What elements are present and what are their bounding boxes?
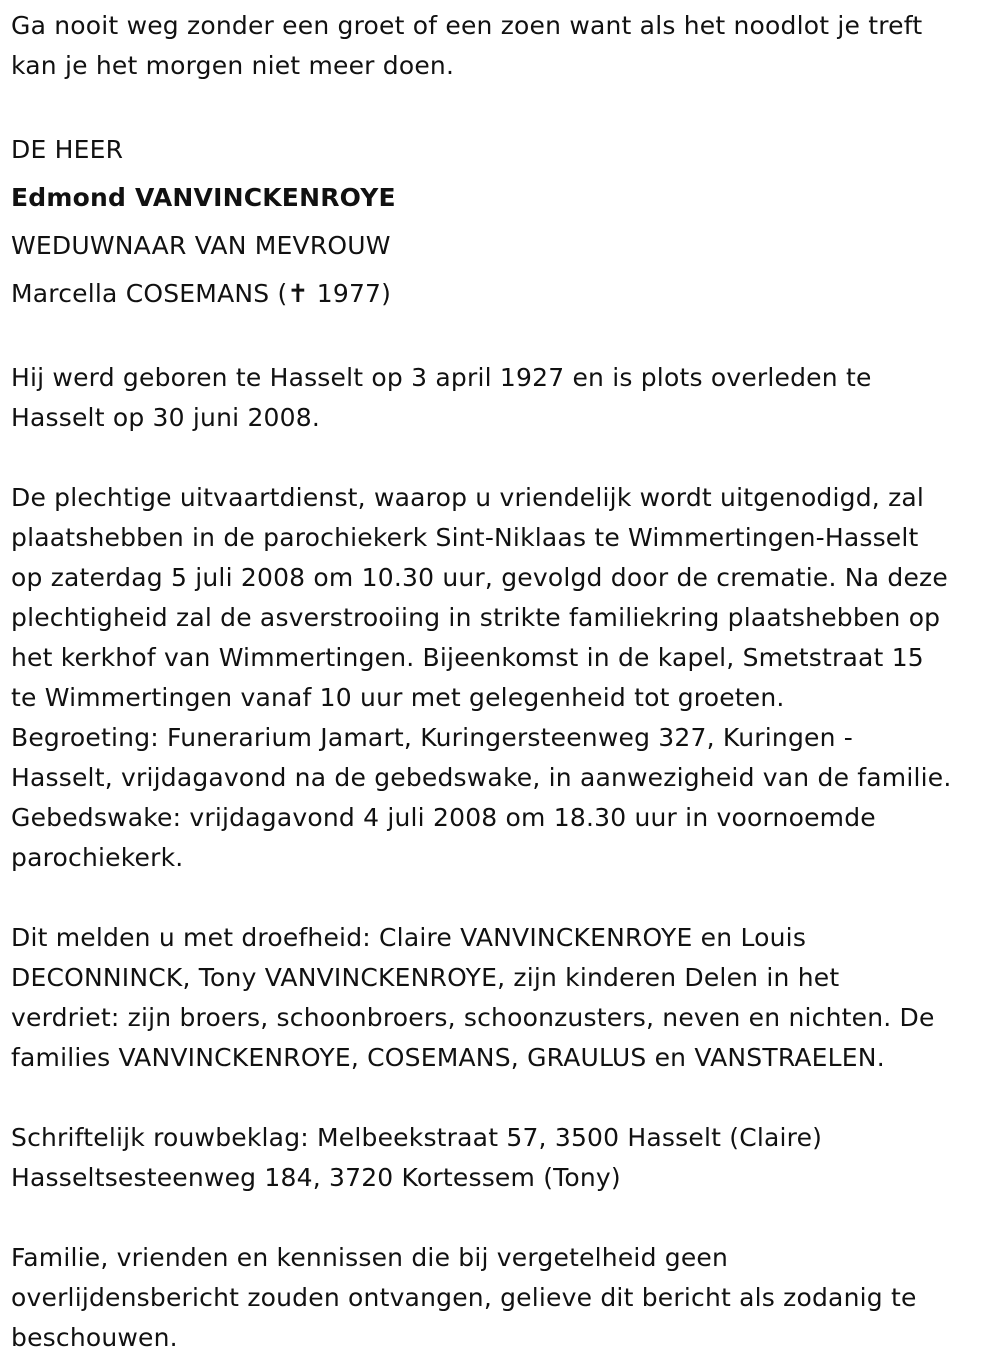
intro-paragraph — [11, 6, 991, 86]
spacer — [11, 878, 991, 918]
closing-line: Familie, vrienden en kennissen die bij vergetelheid geen — [11, 1243, 729, 1272]
intro-line: kan je het morgen niet meer doen. — [11, 51, 455, 80]
birth-line: Hij werd geboren te Hasselt op 3 april 1927 en is plots overleden te — [11, 363, 872, 392]
widower-of-label: WEDUWNAAR VAN MEVROUW — [11, 231, 391, 260]
service-line: Gebedswake: vrijdagavond 4 juli 2008 om 18.30 uur in voornoemde — [11, 803, 876, 832]
service-line: Begroeting: Funerarium Jamart, Kuringersteenweg 327, Kuringen - — [11, 723, 854, 752]
service-paragraph — [11, 478, 991, 878]
closing-paragraph — [11, 1238, 991, 1358]
birth-line: Hasselt op 30 juni 2008. — [11, 403, 321, 432]
honorific-title: DE HEER — [11, 135, 124, 164]
spacer — [11, 86, 991, 126]
announcers-paragraph — [11, 918, 991, 1078]
spacer — [11, 1078, 991, 1118]
service-line: het kerkhof van Wimmertingen. Bijeenkomst in de kapel, Smetstraat 15 — [11, 643, 924, 672]
service-line: op zaterdag 5 juli 2008 om 10.30 uur, gevolgd door de crematie. Na deze — [11, 563, 948, 592]
spouse-name: Marcella COSEMANS (✝ 1977) — [11, 279, 392, 308]
service-line: Hasselt, vrijdagavond na de gebedswake, in aanwezigheid van de familie. — [11, 763, 952, 792]
intro-line: Ga nooit weg zonder een groet of een zoen want als het noodlot je treft — [11, 11, 923, 40]
service-line: plechtigheid zal de asverstrooiing in strikte familiekring plaatshebben op — [11, 603, 941, 632]
condolences-line: Schriftelijk rouwbeklag: Melbeekstraat 57, 3500 Hasselt (Claire) — [11, 1123, 823, 1152]
closing-line: overlijdensbericht zouden ontvangen, gelieve dit bericht als zodanig te — [11, 1283, 917, 1312]
spacer — [11, 1198, 991, 1238]
announcers-line: families VANVINCKENROYE, COSEMANS, GRAULUS en VANSTRAELEN. — [11, 1043, 885, 1072]
service-line: te Wimmertingen vanaf 10 uur met gelegenheid tot groeten. — [11, 683, 785, 712]
service-line: plaatshebben in de parochiekerk Sint-Niklaas te Wimmertingen-Hasselt — [11, 523, 919, 552]
service-line: parochiekerk. — [11, 843, 184, 872]
deceased-name: Edmond VANVINCKENROYE — [11, 183, 396, 212]
birth-paragraph — [11, 358, 991, 438]
condolences-line: Hasseltsesteenweg 184, 3720 Kortessem (Tony) — [11, 1163, 621, 1192]
announcers-line: verdriet: zijn broers, schoonbroers, schoonzusters, neven en nichten. De — [11, 1003, 935, 1032]
announcers-line: Dit melden u met droefheid: Claire VANVINCKENROYE en Louis — [11, 923, 807, 952]
announcers-line: DECONNINCK, Tony VANVINCKENROYE, zijn kinderen Delen in het — [11, 963, 840, 992]
spacer — [11, 318, 991, 358]
condolences-paragraph — [11, 1118, 991, 1198]
service-line: De plechtige uitvaartdienst, waarop u vriendelijk wordt uitgenodigd, zal — [11, 483, 925, 512]
obituary-document — [11, 6, 991, 1358]
spacer — [11, 438, 991, 478]
closing-line: beschouwen. — [11, 1323, 178, 1352]
deceased-header — [11, 126, 991, 318]
